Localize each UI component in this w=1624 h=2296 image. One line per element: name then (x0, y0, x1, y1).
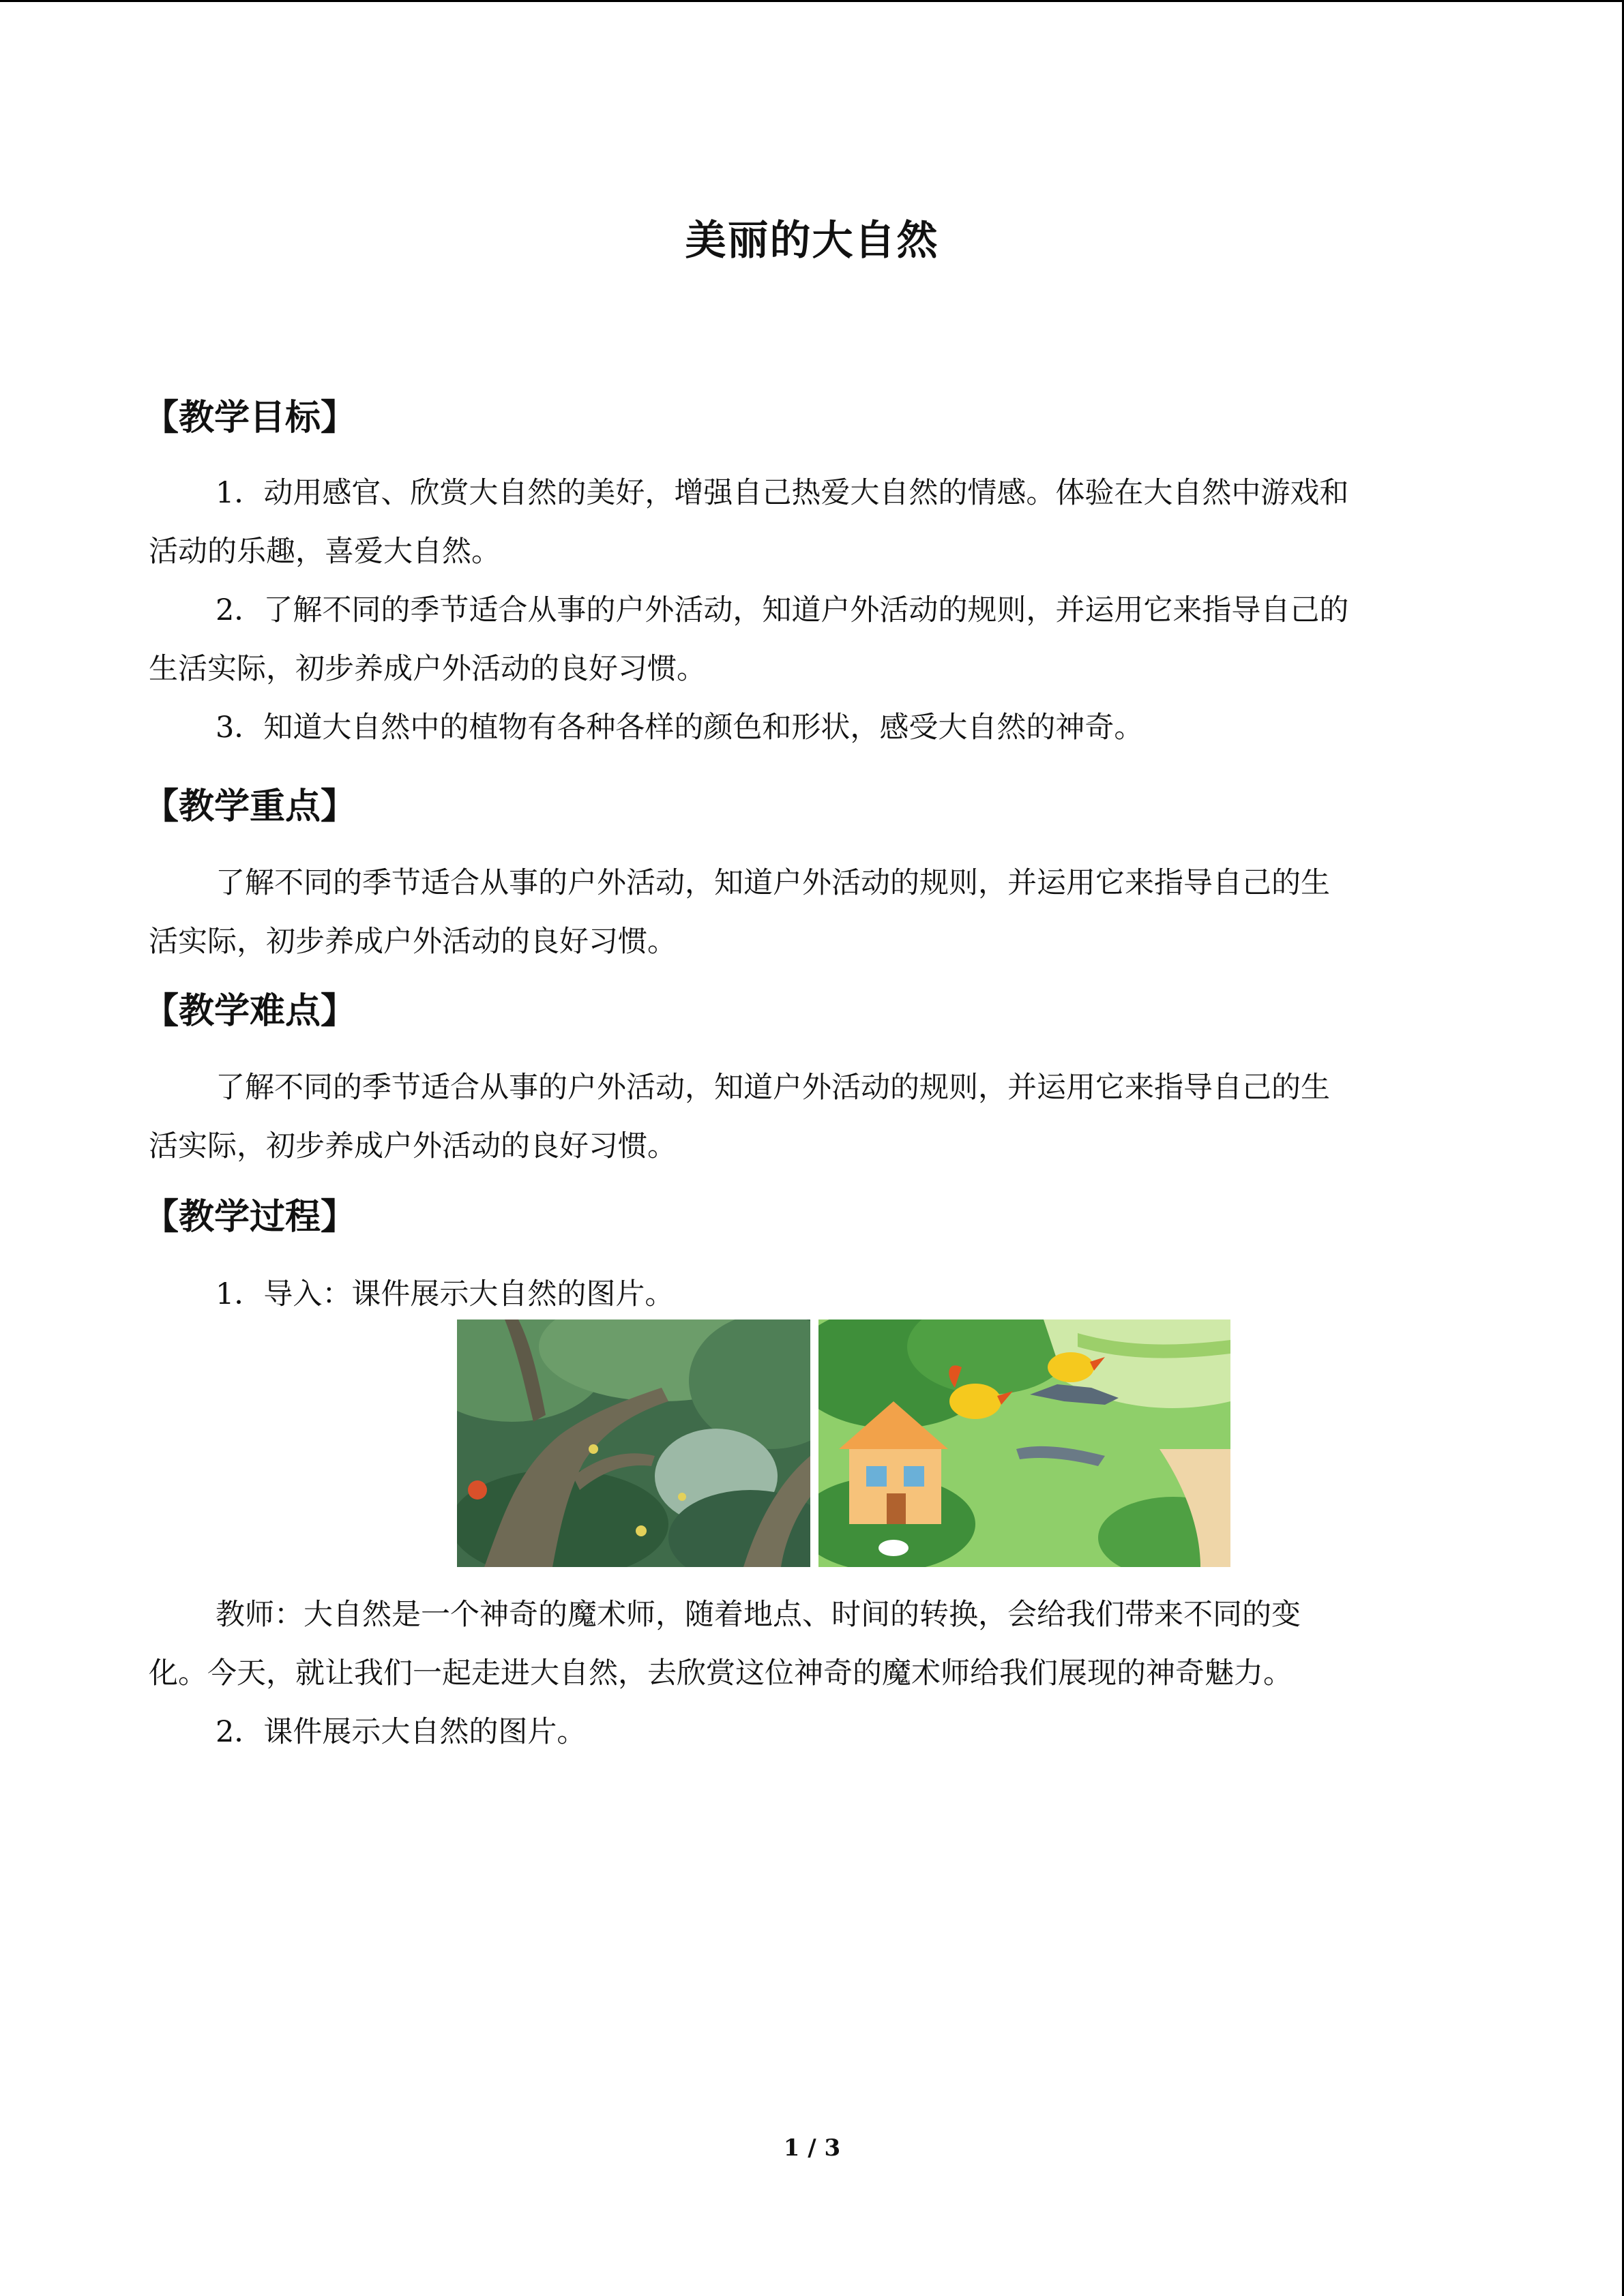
difficulties-line: 了解不同的季节适合从事的户外活动，知道户外活动的规则，并运用它来指导自己的生 (216, 1071, 1330, 1105)
process-line: 化。今天，就让我们一起走进大自然，去欣赏这位神奇的魔术师给我们展现的神奇魅力。 (149, 1656, 1293, 1690)
page-title: 美丽的大自然 (685, 217, 939, 265)
key-points-line: 活实际，初步养成户外活动的良好习惯。 (149, 925, 677, 959)
objectives-line: 活动的乐趣，喜爱大自然。 (149, 535, 501, 569)
key-points-paragraph (149, 854, 1479, 971)
objectives-line: 生活实际，初步养成户外活动的良好习惯。 (149, 652, 706, 686)
process-teacher-paragraph (149, 1585, 1479, 1761)
section-heading-objectives: 【教学目标】 (143, 398, 357, 438)
difficulties-line: 活实际，初步养成户外活动的良好习惯。 (149, 1129, 677, 1163)
difficulties-paragraph (149, 1058, 1479, 1176)
process-line: 2．课件展示大自然的图片。 (216, 1715, 587, 1749)
countryside-illustration (818, 1320, 1230, 1567)
section-heading-process: 【教学过程】 (143, 1197, 357, 1238)
process-line: 教师：大自然是一个神奇的魔术师，随着地点、时间的转换，会给我们带来不同的变 (216, 1598, 1301, 1632)
process-line: 1．导入：课件展示大自然的图片。 (216, 1277, 675, 1311)
objectives-paragraph (149, 464, 1479, 757)
section-heading-key-points: 【教学重点】 (143, 786, 357, 827)
key-points-line: 了解不同的季节适合从事的户外活动，知道户外活动的规则，并运用它来指导自己的生 (216, 866, 1330, 900)
section-heading-difficulties: 【教学难点】 (143, 991, 357, 1032)
objectives-line: 3．知道大自然中的植物有各种各样的颜色和形状，感受大自然的神奇。 (216, 711, 1144, 745)
forest-illustration (457, 1320, 810, 1567)
objectives-line: 1．动用感官、欣赏大自然的美好，增强自己热爱大自然的情感。体验在大自然中游戏和 (216, 476, 1349, 510)
objectives-line: 2．了解不同的季节适合从事的户外活动，知道户外活动的规则，并运用它来指导自己的 (216, 593, 1349, 627)
page-number: 1 / 3 (783, 2134, 841, 2162)
process-intro-paragraph (149, 1265, 1479, 1324)
